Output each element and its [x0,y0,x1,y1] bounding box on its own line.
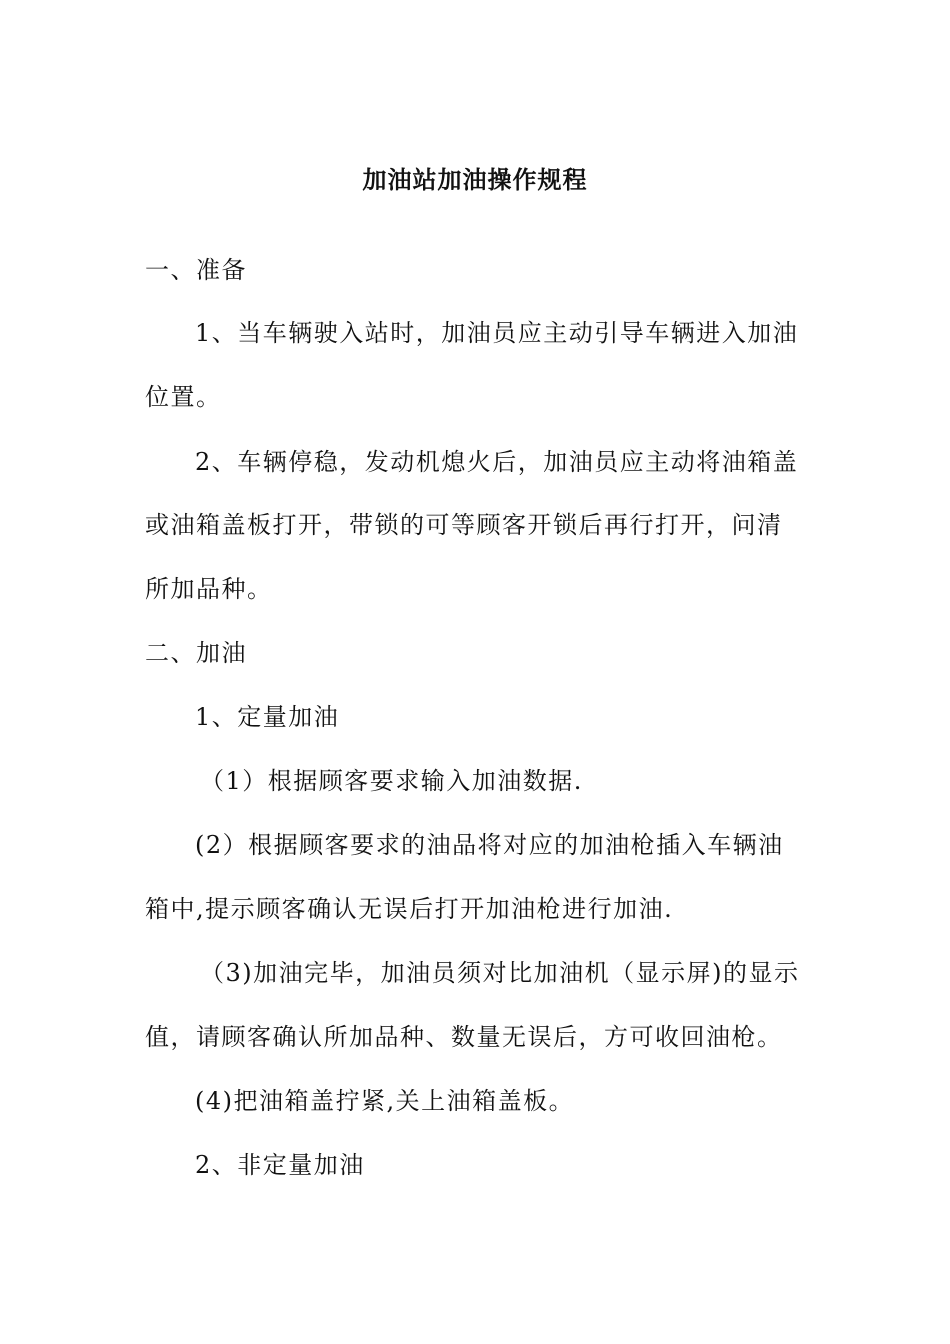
subsection-heading: 2、非定量加油 [195,1151,365,1179]
paragraph-line: 值，请顾客确认所加品种、数量无误后，方可收回油枪。 [145,1023,783,1051]
paragraph-line: 2、车辆停稳，发动机熄火后，加油员应主动将油箱盖 [195,448,799,476]
section-heading-refueling: 二、加油 [145,639,247,667]
paragraph-line: 1、当车辆驶入站时，加油员应主动引导车辆进入加油 [195,319,799,347]
paragraph-line: 位置。 [145,383,222,411]
section-heading-preparation: 一、准备 [145,256,247,284]
paragraph-line: （3)加油完毕，加油员须对比加油机（显示屏)的显示 [200,959,800,987]
paragraph-line: 或油箱盖板打开，带锁的可等顾客开锁后再行打开，问清 [145,511,783,539]
paragraph-line: 所加品种。 [145,575,273,603]
paragraph-line: (4)把油箱盖拧紧,关上油箱盖板。 [195,1087,575,1115]
paragraph-line: （1）根据顾客要求输入加油数据. [200,767,583,795]
paragraph-line: 箱中,提示顾客确认无误后打开加油枪进行加油. [145,895,674,923]
document-title: 加油站加油操作规程 [362,165,588,194]
subsection-heading: 1、定量加油 [195,703,340,731]
paragraph-line: (2）根据顾客要求的油品将对应的加油枪插入车辆油 [195,831,784,859]
